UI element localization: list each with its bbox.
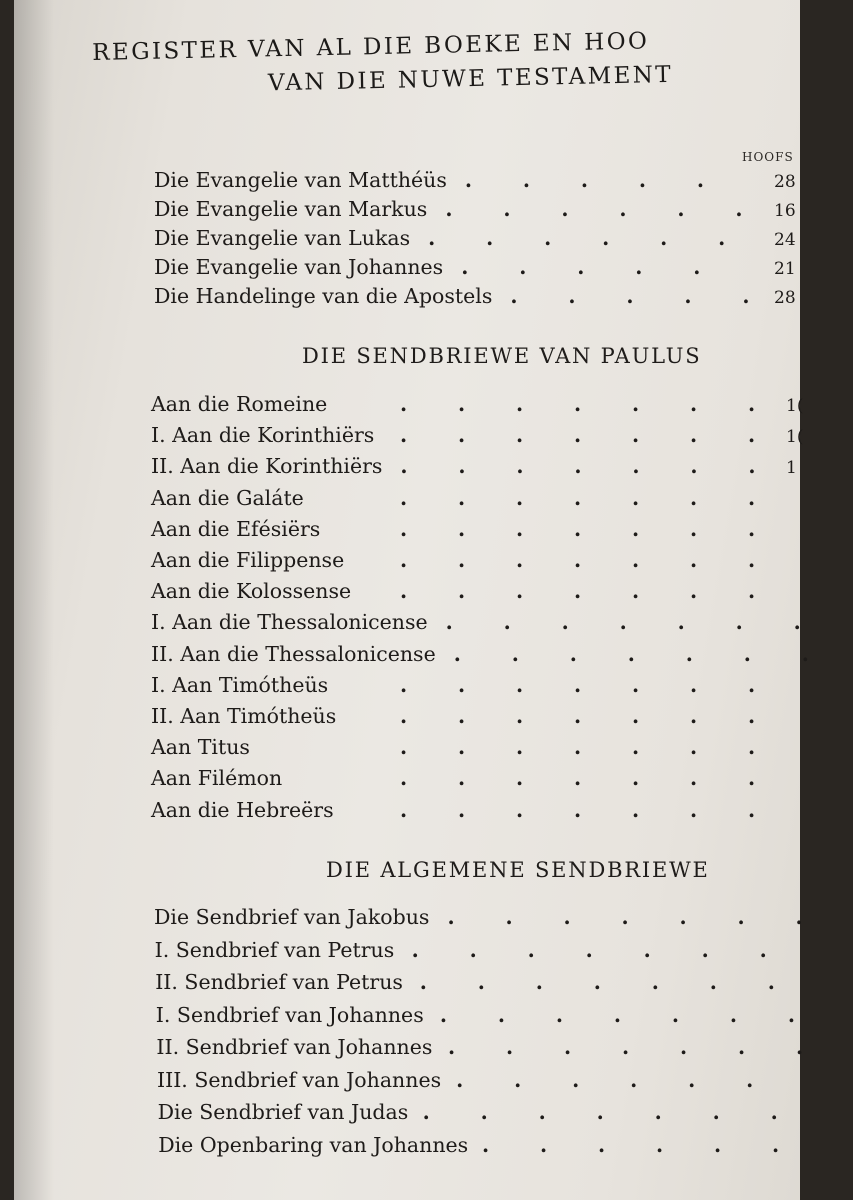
entry-name: II. Sendbrief van Petrus [155,970,403,994]
pauline-entry [14,798,814,828]
leader-dot: . [400,672,408,697]
leader-dot: . [458,454,466,479]
leader-dot: . [497,1002,506,1027]
leader-dot: . [516,766,524,791]
leader-dot: . [574,485,582,510]
entry-name: Aan die Kolossense [151,579,352,604]
pauline-entry [14,486,814,516]
leader-dot: . [458,423,466,448]
leader-dot: . [574,548,582,572]
leader-dot: . [563,905,571,929]
entry-name: I. Aan die Thessalonicense [151,610,428,635]
leader-dot: . [458,704,466,728]
leader-dot: . [679,905,687,929]
leader-dot: . [458,735,466,760]
leader-dot: . [574,704,582,728]
leader-dot: . [677,610,685,635]
entry-name: Die Evangelie van Lukas [154,226,411,250]
leader-dot: . [540,1132,548,1157]
leader-dot: . [448,1035,456,1059]
leader-dot: . [400,797,408,822]
gospels-entry [14,197,814,227]
entry-name: Aan die Efésiërs [151,516,321,541]
leader-dot: . [527,937,535,962]
leader-dot: . [632,766,640,791]
leader-dot: . [767,970,775,994]
leader-dot: . [793,610,801,635]
leader-dot: . [458,797,466,822]
leader-dot: . [503,197,511,221]
entry-name: Aan Filémon [151,766,283,791]
leader-dot: . [574,672,582,697]
leader-dot: . [428,226,436,250]
pauline-entry [14,423,814,453]
leader-dot: . [632,454,640,479]
leader-dot: . [503,610,511,635]
leader-dot: . [419,970,427,994]
chapters-column-header: HOOFS [742,150,794,164]
leader-dot: . [574,392,582,416]
chapter-count: 16 [774,201,796,221]
leader-dot: . [516,797,524,822]
leader-dot: . [796,1035,804,1059]
pauline-entry [14,579,814,609]
leader-dot: . [516,516,524,541]
leader-dot: . [574,454,582,479]
leader-dot: . [696,168,705,192]
chapter-count: 28 [774,288,796,308]
general-entry [14,1100,814,1130]
leader-dot: . [516,704,524,728]
leader-dot: . [510,284,518,308]
leader-dot: . [690,797,698,822]
leader-dot: . [505,905,513,929]
leader-dot: . [482,1132,490,1157]
leader-dot: . [622,1035,630,1059]
gospels-entry [14,168,814,198]
leader-dot: . [690,672,698,697]
leader-dot: . [464,168,473,192]
chapter-count: 28 [774,172,796,192]
leader-dot: . [643,937,651,962]
leader-dot: . [627,641,635,666]
leader-dot: . [693,255,701,279]
leader-dot: . [748,672,756,697]
leader-dot: . [743,641,751,666]
leader-dot: . [516,454,524,479]
leader-dot: . [772,1132,780,1157]
pauline-entry [14,610,814,640]
leader-dot: . [770,1100,778,1124]
leader-dot: . [787,1002,796,1027]
leader-dot: . [461,255,469,279]
leader-dot: . [506,1035,514,1059]
leader-dot: . [632,797,640,822]
leader-dot: . [632,485,640,510]
leader-dot: . [480,1100,488,1124]
leader-dot: . [632,735,640,760]
leader-dot: . [544,226,552,250]
leader-dot: . [759,937,767,962]
entry-name: Aan die Galáte [151,485,304,510]
entry-name: I. Sendbrief van Petrus [154,937,395,962]
general-entry [14,938,814,968]
leader-dot: . [690,704,698,728]
leader-dot: . [458,672,466,697]
leader-dot: . [690,392,698,416]
entry-name: II. Aan die Thessalonicense [151,641,436,666]
leader-dot: . [577,255,585,279]
pauline-entry [14,517,814,547]
leader-dot: . [516,485,524,510]
leader-dot: . [729,1002,738,1027]
general-entry [14,905,814,935]
leader-dot: . [516,423,524,448]
leader-dot: . [735,610,743,635]
leader-dot: . [701,937,709,962]
pauline-entry [14,766,814,796]
chapter-count: 1 [786,458,797,479]
leader-dot: . [486,226,494,250]
leader-dot: . [621,905,629,929]
leader-dot: . [680,1035,688,1059]
chapter-count: 21 [774,259,796,279]
leader-dot: . [596,1100,604,1124]
leader-dot: . [619,610,627,635]
leader-dot: . [654,1100,662,1124]
leader-dot: . [718,226,726,250]
leader-dot: . [555,1002,564,1027]
entry-name: I. Aan Timótheüs [151,672,329,697]
leader-dot: . [400,454,408,479]
leader-dot: . [690,766,698,791]
leader-dot: . [690,735,698,760]
entry-name: II. Aan die Korinthiërs [151,454,383,479]
leader-dot: . [580,168,589,192]
leader-dot: . [564,1035,572,1059]
pauline-entry [14,548,814,578]
entry-name: Die Openbaring van Johannes [158,1132,469,1157]
general-epistles-heading: DIE ALGEMENE SENDBRIEWE [326,858,710,882]
leader-dot: . [748,735,756,760]
leader-dot: . [458,516,466,541]
leader-dot: . [632,548,640,572]
leader-dot: . [748,392,756,416]
entry-name: Die Sendbrief van Jakobus [154,905,430,929]
entry-name: Aan die Filippense [151,548,345,572]
leader-dot: . [801,641,809,666]
leader-dot: . [709,970,717,994]
book-page [14,0,809,1200]
leader-dot: . [690,548,698,572]
leader-dot: . [400,766,408,791]
leader-dot: . [626,284,634,308]
leader-dot: . [400,423,408,448]
leader-dot: . [458,766,466,791]
leader-dot: . [748,454,756,479]
leader-dot: . [585,937,593,962]
gospels-entry [14,226,814,256]
leader-dot: . [445,610,453,635]
entry-name: II. Sendbrief van Johannes [156,1035,433,1059]
chapter-count: 24 [774,230,796,250]
leader-dot: . [456,1067,464,1092]
title-line-1: REGISTER VAN AL DIE BOEKE EN HOO [92,28,650,66]
entry-name: Die Sendbrief van Judas [157,1100,409,1124]
leader-dot: . [712,1100,720,1124]
leader-dot: . [514,1067,522,1092]
leader-dot: . [660,226,668,250]
leader-dot: . [411,937,419,962]
leader-dot: . [656,1132,664,1157]
leader-dot: . [400,485,408,510]
leader-dot: . [748,704,756,728]
pauline-heading: DIE SENDBRIEWE VAN PAULUS [302,344,702,368]
leader-dot: . [511,641,519,666]
leader-dot: . [593,970,601,994]
leader-dot: . [535,970,543,994]
leader-dot: . [748,766,756,791]
leader-dot: . [561,197,569,221]
pauline-entry [14,454,814,484]
entry-name: Die Evangelie van Johannes [154,255,444,279]
leader-dot: . [748,548,756,572]
leader-dot: . [522,168,531,192]
leader-dot: . [400,548,408,572]
leader-dot: . [690,516,698,541]
leader-dot: . [632,672,640,697]
leader-dot: . [400,735,408,760]
leader-dot: . [737,905,745,929]
leader-dot: . [458,392,466,416]
leader-dot: . [516,548,524,572]
leader-dot: . [400,704,408,728]
entry-name: Die Evangelie van Markus [154,197,428,221]
leader-dot: . [738,1035,746,1059]
leader-dot: . [458,579,466,604]
leader-dot: . [714,1132,722,1157]
leader-dot: . [630,1067,638,1092]
leader-dot: . [685,641,693,666]
leader-dot: . [677,197,685,221]
leader-dot: . [422,1100,430,1124]
leader-dot: . [569,641,577,666]
leader-dot: . [447,905,455,929]
leader-dot: . [795,905,803,929]
pauline-entry [14,673,814,703]
entry-name: Die Handelinge van die Apostels [154,284,493,308]
entry-name: Aan die Romeine [151,392,328,416]
leader-dot: . [638,168,647,192]
leader-dot: . [574,579,582,604]
leader-dot: . [400,392,408,416]
general-entry [14,1003,814,1033]
leader-dot: . [651,970,659,994]
leader-dot: . [561,610,569,635]
chapter-count: 1( [786,427,804,448]
leader-dot: . [632,392,640,416]
leader-dot: . [635,255,643,279]
leader-dot: . [519,255,527,279]
leader-dot: . [574,797,582,822]
entry-name: I. Aan die Korinthiërs [151,423,375,448]
leader-dot: . [516,392,524,416]
entry-name: Aan Titus [151,735,250,760]
leader-dot: . [632,704,640,728]
general-entry [14,1068,814,1098]
leader-dot: . [690,423,698,448]
leader-dot: . [574,423,582,448]
general-entry [14,970,814,1000]
leader-dot: . [613,1002,622,1027]
leader-dot: . [690,485,698,510]
leader-dot: . [748,485,756,510]
leader-dot: . [477,970,485,994]
leader-dot: . [538,1100,546,1124]
leader-dot: . [746,1067,754,1092]
leader-dot: . [690,454,698,479]
leader-dot: . [632,516,640,541]
entry-name: III. Sendbrief van Johannes [157,1067,442,1092]
leader-dot: . [690,579,698,604]
leader-dot: . [516,579,524,604]
leader-dot: . [619,197,627,221]
leader-dot: . [516,672,524,697]
entry-name: I. Sendbrief van Johannes [155,1002,424,1027]
leader-dot: . [574,735,582,760]
leader-dot: . [632,579,640,604]
leader-dot: . [453,641,461,666]
entry-name: Aan die Hebreërs [151,797,334,822]
leader-dot: . [400,579,408,604]
entry-name: II. Aan Timótheüs [151,704,337,728]
leader-dot: . [602,226,610,250]
chapter-count: 1( [786,396,804,416]
leader-dot: . [748,516,756,541]
leader-dot: . [688,1067,696,1092]
gospels-entry [14,255,814,285]
leader-dot: . [748,423,756,448]
leader-dot: . [400,516,408,541]
leader-dot: . [684,284,692,308]
general-entry [14,1035,814,1065]
leader-dot: . [574,516,582,541]
leader-dot: . [439,1002,448,1027]
leader-dot: . [458,485,466,510]
pauline-entry [14,392,814,422]
pauline-entry [14,735,814,765]
leader-dot: . [516,735,524,760]
leader-dot: . [568,284,576,308]
leader-dot: . [671,1002,680,1027]
page-title [92,24,853,100]
leader-dot: . [748,579,756,604]
leader-dot: . [748,797,756,822]
title-line-2: VAN DIE NUWE TESTAMENT [267,61,674,97]
leader-dot: . [458,548,466,572]
leader-dot: . [574,766,582,791]
general-entry [14,1133,814,1163]
leader-dot: . [598,1132,606,1157]
pauline-entry [14,642,814,672]
leader-dot: . [572,1067,580,1092]
leader-dot: . [445,197,453,221]
leader-dot: . [632,423,640,448]
entry-name: Die Evangelie van Matthéüs [154,168,447,192]
leader-dot: . [742,284,750,308]
leader-dot: . [735,197,743,221]
leader-dot: . [469,937,477,962]
pauline-entry [14,704,814,734]
gospels-entry [14,284,814,314]
